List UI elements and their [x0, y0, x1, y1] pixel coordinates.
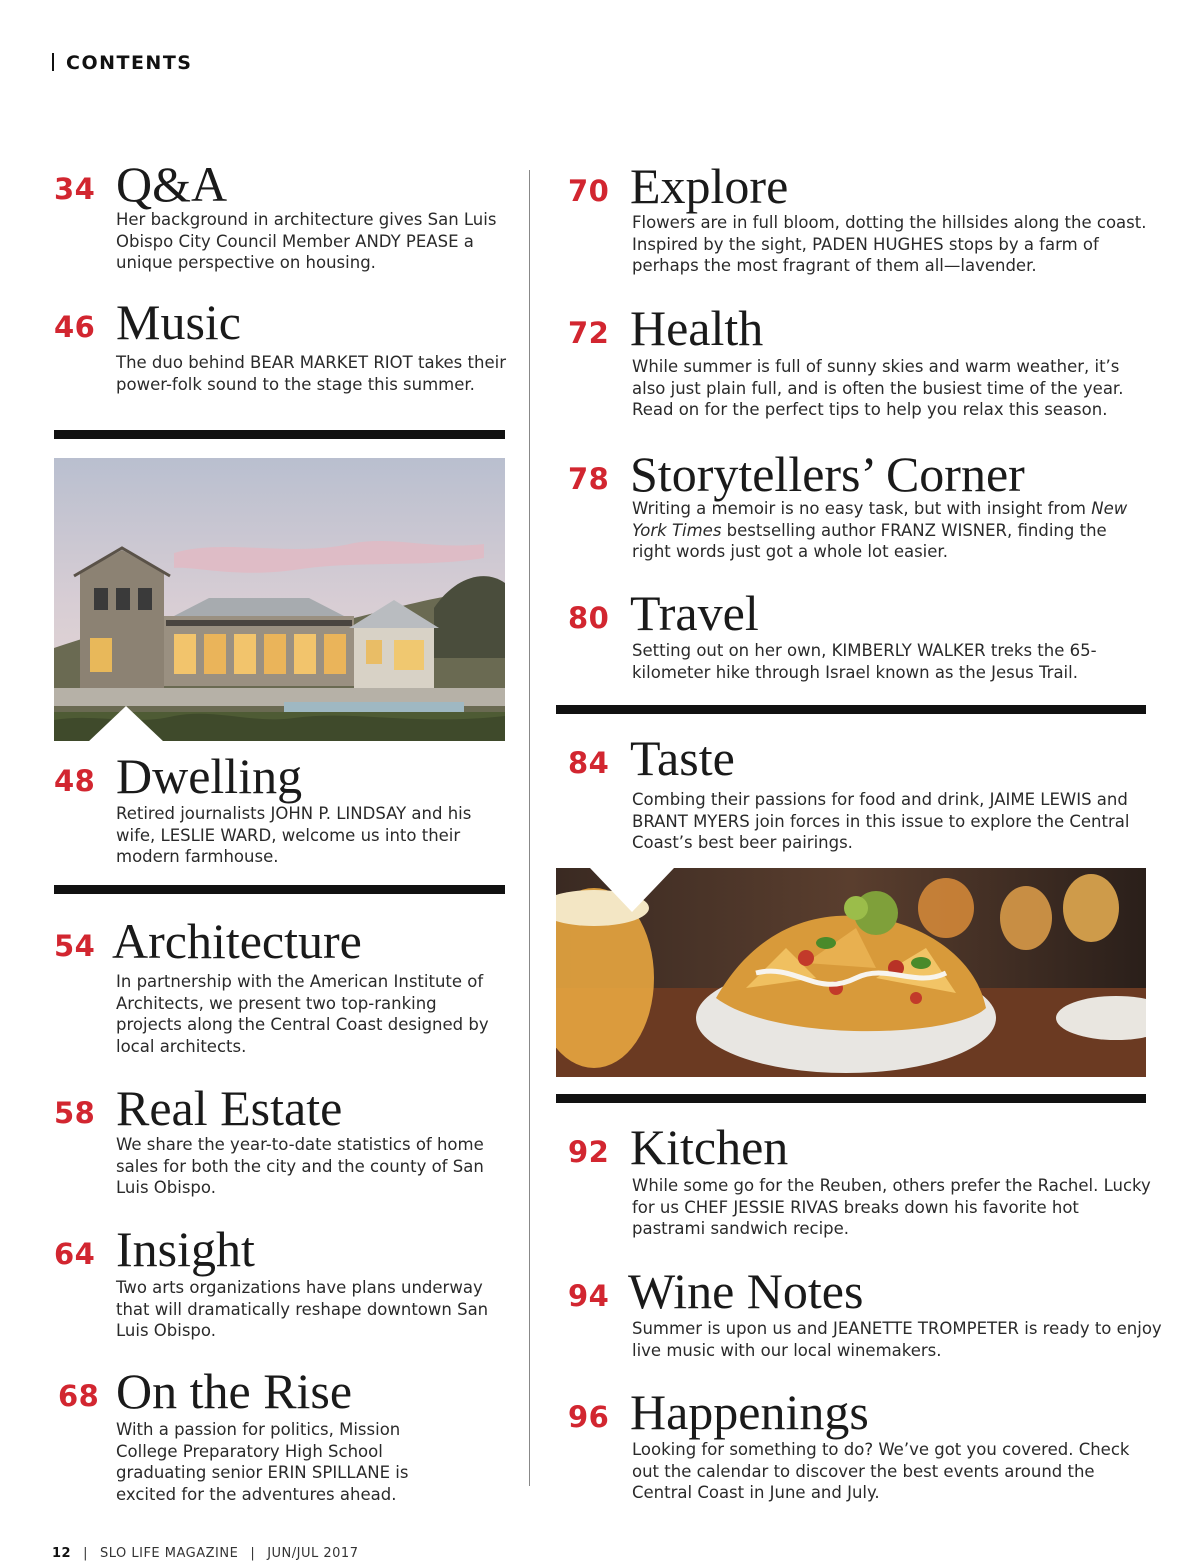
description-text: Writing a memoir is no easy task, but with insight from	[632, 499, 1092, 518]
entry-description: Flowers are in full bloom, dotting the hillsides along the coast. Inspired by the sight, PADEN HUGHES stops by a farm of perhaps the most fragrant of them all—lavender.	[632, 213, 1147, 275]
dwelling-photo	[54, 458, 505, 741]
entry-title: Real Estate	[116, 1080, 343, 1136]
entry-title: Music	[116, 294, 241, 350]
entry-title: Q&A	[116, 156, 228, 212]
entry-description: Retired journalists JOHN P. LINDSAY and his wife, LESLIE WARD, welcome us into their modern farmhouse.	[116, 804, 472, 866]
entry-description: The duo behind BEAR MARKET RIOT takes their power-folk sound to the stage this summer.	[116, 353, 506, 394]
page-number: 96	[568, 1400, 610, 1434]
section-rule	[54, 885, 505, 894]
entry-description: Looking for something to do? We’ve got you covered. Check out the calendar to discover the best events around the Central Coast in June and July.	[632, 1440, 1130, 1502]
footer-page-number: 12	[52, 1546, 72, 1561]
entry-title: Health	[630, 300, 764, 356]
footer-magazine: SLO LIFE MAGAZINE	[99, 1546, 239, 1561]
page-number: 54	[54, 929, 96, 963]
page-number: 46	[54, 310, 96, 344]
footer-separator: |	[250, 1546, 256, 1561]
header-bar	[52, 53, 54, 71]
photo-notch	[88, 706, 164, 742]
section-rule	[556, 1094, 1146, 1103]
entry-description: With a passion for politics, Mission College Preparatory High School graduating senior ERIN SPILLANE is excited for the adventures ahead.	[116, 1420, 409, 1504]
entry-title: Insight	[116, 1221, 255, 1277]
description-text: bestselling author FRANZ WISNER, finding the right words just got a whole lot easier.	[632, 520, 1107, 561]
section-header	[52, 52, 192, 74]
page-number: 92	[568, 1135, 610, 1169]
entry-description: While summer is full of sunny skies and warm weather, it’s also just plain full, and is often the busiest time of the year. Read on for the perfect tips to help you relax this season.	[632, 357, 1124, 419]
entry-title: Wine Notes	[628, 1263, 864, 1319]
entry-title: On the Rise	[116, 1363, 353, 1419]
entry-description: Combing their passions for food and drink, JAIME LEWIS and BRANT MYERS join forces in this issue to explore the Central Coast’s best beer pairings.	[632, 790, 1130, 852]
page-number: 34	[54, 172, 96, 206]
entry-title: Taste	[630, 730, 735, 786]
section-rule	[556, 705, 1146, 714]
entry-description: Two arts organizations have plans underway that will dramatically reshape downtown San Luis Obispo.	[116, 1278, 489, 1340]
publication-name: New York Times	[632, 499, 1128, 540]
entry-title: Storytellers’ Corner	[630, 446, 1025, 502]
entry-description: Summer is upon us and JEANETTE TROMPETER is ready to enjoy live music with our local winemakers.	[632, 1319, 1162, 1360]
entry-title: Architecture	[112, 913, 362, 969]
entry-description	[632, 498, 1132, 563]
column-divider	[529, 170, 530, 1486]
entry-title: Kitchen	[630, 1119, 789, 1175]
footer-separator: |	[83, 1546, 88, 1561]
photo-notch	[590, 868, 674, 912]
entry-description: We share the year-to-date statistics of home sales for both the city and the county of San Luis Obispo.	[116, 1135, 484, 1197]
entry-description: Her background in architecture gives San Luis Obispo City Council Member ANDY PEASE a unique perspective on housing.	[116, 210, 497, 272]
page-number: 58	[54, 1096, 96, 1130]
page-number: 72	[568, 316, 610, 350]
page-number: 80	[568, 601, 610, 635]
entry-description: In partnership with the American Institute of Architects, we present two top-ranking projects along the Central Coast designed by local architects.	[116, 972, 489, 1056]
entry-title: Explore	[630, 158, 789, 214]
page-number: 78	[568, 462, 610, 496]
page-number: 64	[54, 1237, 96, 1271]
footer-issue: JUN/JUL 2017	[267, 1546, 359, 1561]
header-label: CONTENTS	[66, 52, 193, 74]
section-rule	[54, 430, 505, 439]
entry-description: Setting out on her own, KIMBERLY WALKER treks the 65-kilometer hike through Israel known as the Jesus Trail.	[632, 641, 1097, 682]
entry-title: Travel	[630, 585, 759, 641]
entry-description: While some go for the Reuben, others prefer the Rachel. Lucky for us CHEF JESSIE RIVAS breaks down his favorite hot pastrami sandwich recipe.	[632, 1176, 1151, 1238]
page-number: 48	[54, 764, 96, 798]
page-number: 84	[568, 746, 610, 780]
entry-title: Dwelling	[116, 748, 303, 804]
entry-title: Happenings	[630, 1384, 869, 1440]
page-number: 68	[58, 1379, 100, 1413]
page-footer	[52, 1546, 358, 1561]
page-number: 70	[568, 174, 610, 208]
page-number: 94	[568, 1279, 610, 1313]
